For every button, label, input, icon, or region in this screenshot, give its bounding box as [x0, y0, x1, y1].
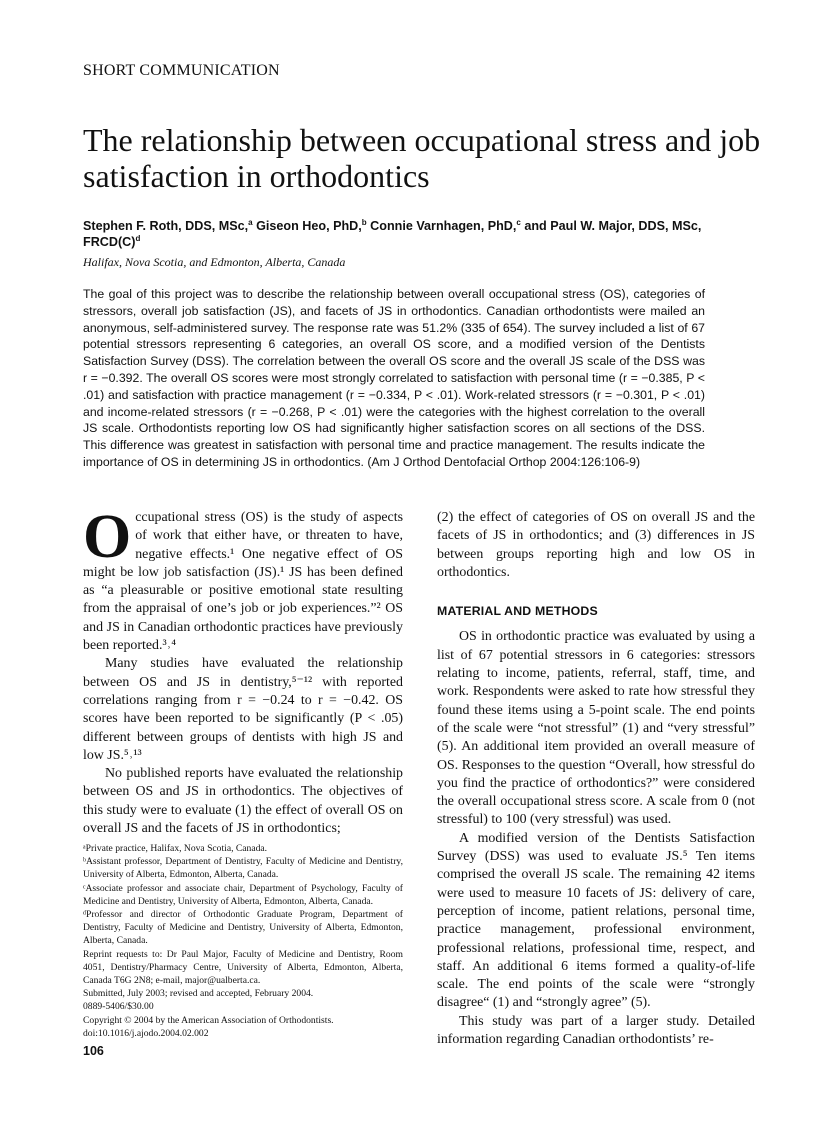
footnote: Copyright © 2004 by the American Association of Orthodontists. [83, 1014, 334, 1026]
footnote: 0889-5406/$30.00 [83, 1001, 154, 1013]
section-label: SHORT COMMUNICATION [83, 62, 280, 79]
body-paragraph: ccupational stress (OS) is the study of aspects of work that either have, or threaten to have, negative effects.¹ One negative effect of OS might be low job satisfaction (JS).¹ JS has been defined as “a pleasurable or positive emotional state resulting from the appraisal of one’s job or job experiences.”² OS and JS in Canadian orthodontic practices have previously been reported.³˒⁴ [83, 510, 403, 654]
abstract: The goal of this project was to describe the relationship between overall occupational stress (OS), categories of stressors, overall job satisfaction (JS), and facets of JS in orthodontics. Canadian orthodontists were mailed an anonymous, self-administered survey. The response rate was 51.2% (335 of 654). The survey included a list of 67 potential stressors representing 6 categories, an overall OS score, and a modified version of the Dentists Satisfaction Survey (DSS). The correlation between the overall OS score and the overall JS scale of the DSS was r = −0.392. The overall OS scores were most strongly correlated to satisfaction with personal time (r = −0.385, P < .01) and satisfaction with practice management (r = −0.334, P < .01). Work-related stressors (r = −0.301, P < .01) and income-related stressors (r = −0.268, P < .01) were the categories with the highest correlation to the overall JS scale. Orthodontists reporting low OS had significantly higher satisfaction scores on all sections of the DSS. This difference was greatest in satisfaction with personal time and practice management. The results indicate the importance of OS in determining JS in orthodontics. (Am J Orthod Dentofacial Orthop 2004:126:106-9) [83, 287, 705, 469]
body-paragraph: A modified version of the Dentists Satisfaction Survey (DSS) was used to evaluate JS.⁵ Ten items comprised the overall JS scale. The remaining 42 items were used to measure 10 facets of JS: delivery of care, perception of income, patient relations, personal time, practice management, professional environment, professional relations, professional time, respect, and staff. An additional 6 items formed a quality-of-life scale. The end points of the scale were “strongly disagree“ (1) and “strongly agree” (5). [437, 830, 755, 1011]
body-paragraph: This study was part of a larger study. Detailed information regarding Canadian orthodontists’ re- [437, 1013, 755, 1048]
body-right-column [437, 509, 755, 1049]
drop-cap: O [83, 503, 132, 571]
affiliation-mark: a [248, 217, 253, 227]
body-paragraph: (2) the effect of categories of OS on overall JS and the facets of JS in orthodontics; and (3) differences in JS between groups reporting high and low OS in orthodontics. [437, 510, 755, 580]
author: Giseon Heo, PhD, [252, 219, 362, 233]
footnote: ᵇAssistant professor, Department of Dentistry, Faculty of Medicine and Dentistry, University of Alberta, Edmonton, Alberta, Canada. [83, 856, 403, 881]
body-paragraph: No published reports have evaluated the relationship between OS and JS in orthodontics. The objectives of this study were to evaluate (1) the effect of overall OS on overall JS and the facets of JS in orthodontics; [83, 766, 403, 837]
footnote: Submitted, July 2003; revised and accepted, February 2004. [83, 988, 314, 1000]
affiliation-mark: d [135, 233, 141, 243]
body-paragraph: Many studies have evaluated the relationship between OS and JS in dentistry,⁵⁻¹² with reported correlations ranging from r = −0.24 to r = −0.42. OS scores have been reported to be significantly (P < .05) different between groups of dentists with high JS and low JS.⁵˒¹³ [83, 656, 403, 763]
author: Stephen F. Roth, DDS, MSc, [83, 219, 249, 233]
article-title: The relationship between occupational stress and job satisfaction in orthodontics [83, 122, 761, 194]
footnote: ᵃPrivate practice, Halifax, Nova Scotia, Canada. [83, 843, 268, 854]
author: Connie Varnhagen, PhD, [366, 219, 517, 233]
affiliation-mark: c [516, 217, 521, 227]
footnote: Reprint requests to: Dr Paul Major, Faculty of Medicine and Dentistry, Room 4051, Dentistry/Pharmacy Centre, University of Alberta, Edmonton, Alberta, Canada T6G 2N8; e-mail, major@ualberta.ca. [83, 948, 403, 987]
affiliation-mark: b [361, 217, 367, 227]
section-heading: MATERIAL AND METHODS [437, 604, 598, 619]
author: and Paul W. Major, DDS, MSc, FRCD(C) [83, 219, 702, 249]
footnote: ᶜAssociate professor and associate chair, Department of Psychology, Faculty of Medicine and Dentistry, University of Alberta, Edmonton, Alberta, Canada. [83, 882, 403, 907]
footnote: ᵈProfessor and director of Orthodontic Graduate Program, Department of Dentistry, Faculty of Medicine and Dentistry, University of Alberta, Edmonton, Alberta, Canada. [83, 909, 403, 947]
author-location: Halifax, Nova Scotia, and Edmonton, Alberta, Canada [83, 255, 346, 269]
page-number: 106 [83, 1044, 104, 1058]
author-list [83, 218, 743, 250]
footnote: doi:10.1016/j.ajodo.2004.02.002 [83, 1027, 209, 1039]
body-paragraph: OS in orthodontic practice was evaluated by using a list of 67 potential stressors in 6 categories: stressors relating to income, patients, referral, staff, time, and work. Respondents were asked to rate how stressful they found these items using a 5-point scale. The end points of the scale were “not stressful” (1) and “very stressful” (5). An additional item provided an overall measure of OS. Responses to the question “Overall, how stressful do you find the practice of orthodontics?” were considered the overall occupational stress score. A scale from 0 (not stressful) to 100 (very stressful) was used. [437, 629, 755, 828]
footnotes [83, 842, 403, 1040]
body-left-column [83, 503, 403, 838]
